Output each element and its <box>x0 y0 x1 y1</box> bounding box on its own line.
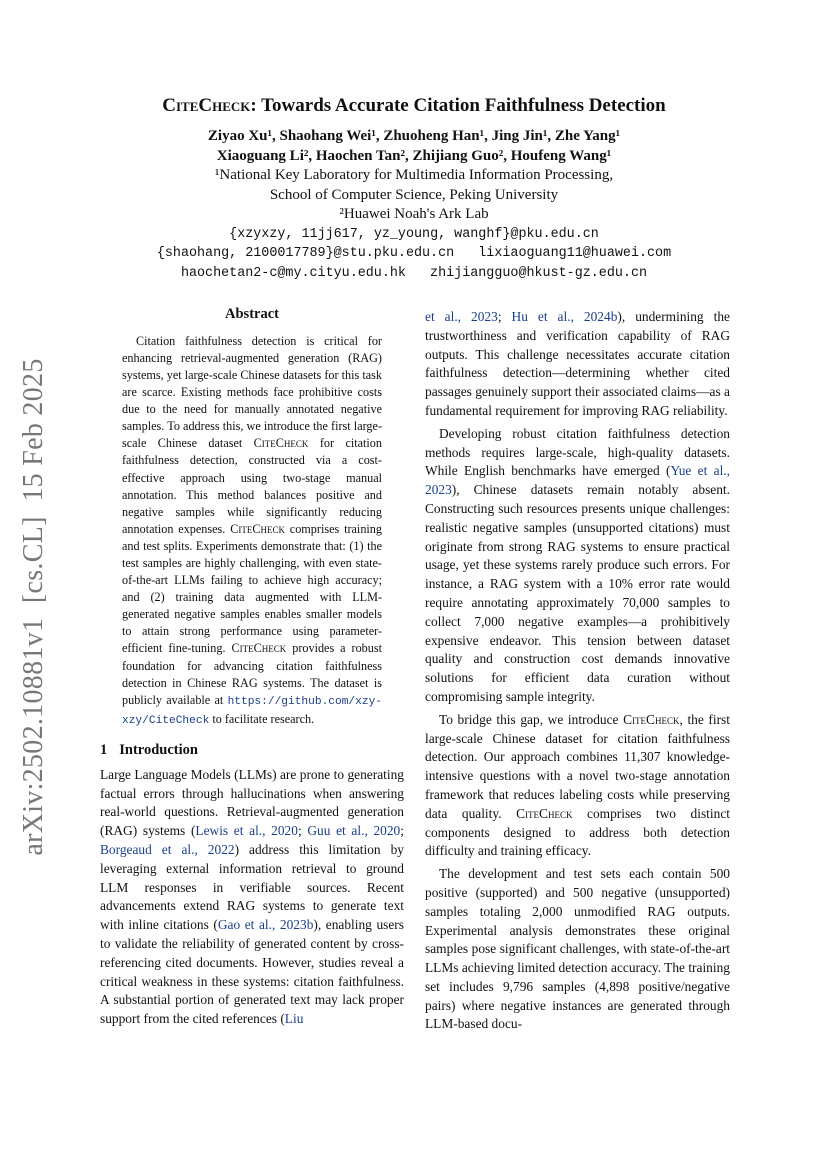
section-heading-introduction <box>100 741 404 760</box>
paragraph-text: ), Chinese datasets remain notably absent. Constructing such resources presents unique challenges: realistic negative samples (unsupported citations) must originate from strong RAG systems to ensure practical usage, yet these systems rarely produce such errors. For instance, a RAG system with a 10% error rate would require annotating approximately 70,000 samples to collect 7,000 negative examples—a prohibitively expensive endeavor. This tension between dataset quality and construction cost demands innovative solutions for efficient data curation without compromising sample integrity. <box>425 482 730 704</box>
email-line-2: {shaohang, 2100017789}@stu.pku.edu.cn lixiaoguang11@huawei.com <box>156 246 672 261</box>
title-system-name: CiteCheck <box>162 95 251 116</box>
paragraph-text: To bridge this gap, we introduce <box>439 711 624 727</box>
authors-line-1: Ziyao Xu¹, Shaohang Wei¹, Zhuoheng Han¹, Jing Jin¹, Zhe Yang¹ <box>207 128 621 144</box>
abstract-text: provides a robust foundation for advancing citation faithfulness detection in Chinese RAG systems. The dataset is publicly available at <box>122 641 383 707</box>
abstract-text: to facilitate research. <box>209 711 315 726</box>
arxiv-sidebar <box>14 358 54 856</box>
section-title: Introduction <box>119 741 198 758</box>
right-column <box>425 308 730 1034</box>
paragraph-text: , the first large-scale Chinese dataset for citation faithfulness detection. Our approach combines 11,307 knowledge-intensive questions with a novel two-stage annotation framework that reduces labeling costs while preserving data quality. <box>425 711 730 821</box>
citation-link[interactable]: et al., 2023 <box>425 309 498 324</box>
affiliation-1b: School of Computer Science, Peking University <box>269 186 559 203</box>
paragraph-text: ), undermining the trustworthiness and verification capability of RAG outputs. This challenge necessitates accurate citation faithfulness detection—determining whether cited passages genuinely support their associated claims—as a fundamental requirement for improving RAG reliability. <box>425 309 730 418</box>
paper-title <box>0 95 828 117</box>
separator: ; <box>297 823 308 839</box>
citation-link[interactable]: Borgeaud et al., 2022 <box>100 841 235 857</box>
paragraph-text: ), enabling users to validate the reliability of generated content by cross-referencing cited documents. However, studies reveal a critical weakness in these systems: citation faithfulness. A substantial portion of generated text may lack proper support from the cited references ( <box>100 917 404 1027</box>
intro-paragraph-3 <box>425 711 730 861</box>
author-block <box>0 127 828 283</box>
email-line-3: haochetan2-c@my.cityu.edu.hk zhijiangguo@hkust-gz.edu.cn <box>180 265 648 281</box>
citation-link[interactable]: Liu <box>284 1011 304 1027</box>
citation-link[interactable]: Guu et al., 2020 <box>307 823 401 839</box>
dataset-name: CiteCheck <box>253 436 309 451</box>
paragraph-text: Large Language Models (LLMs) are prone to generating factual errors through hallucinations when answering real-world questions. Retrieval-augmented generation (RAG) systems ( <box>100 766 404 839</box>
affiliation-1a: ¹National Key Laboratory for Multimedia Information Processing, <box>214 167 614 183</box>
dataset-name: CiteCheck <box>516 805 573 821</box>
intro-paragraph-1 <box>100 766 404 1029</box>
intro-paragraph-2 <box>425 425 730 707</box>
paragraph-text: ) address this limitation by leveraging external information retrieval to ground LLM responses in verifiable sources. Recent advancements extend RAG systems to generate text with inline citations ( <box>100 841 404 933</box>
citation-link[interactable]: Yue et al., 2023 <box>425 463 730 498</box>
left-column <box>100 305 404 1029</box>
separator: ; <box>400 823 404 839</box>
arxiv-stamp: arXiv:2502.10881v1 [cs.CL] 15 Feb 2025 <box>18 358 49 856</box>
abstract-text: Citation faithfulness detection is critical for enhancing retrieval-augmented generation (RAG) systems, yet large-scale Chinese datasets for this task are scarce. Existing methods face prohibitive costs due to the need for manually annotated negative samples. To address this, we introduce the first large-scale Chinese dataset <box>122 333 382 451</box>
citation-link[interactable]: Lewis et al., 2020 <box>195 823 298 839</box>
abstract-text: comprises training and test splits. Experiments demonstrate that: (1) the test samples are highly challenging, with even state-of-the-art LLMs failing to achieve high accuracy; and (2) training data augmented with LLM-generated negative samples enables smaller models to attain strong performance using parameter-efficient fine-tuning. <box>122 521 382 656</box>
separator: ; <box>497 309 512 324</box>
intro-paragraph-1-continued <box>425 308 730 421</box>
paragraph-text: Developing robust citation faithfulness detection methods requires large-scale, high-quality datasets. While English benchmarks have emerged ( <box>425 425 730 479</box>
abstract-text: for citation faithfulness detection, constructed via a cost-effective approach using two-stage manual annotation. This method balances positive and negative samples while significantly reducing annotation expenses. <box>122 436 382 536</box>
abstract-body <box>100 333 404 730</box>
dataset-name: CiteCheck <box>231 641 287 656</box>
dataset-url-link[interactable]: https://github.com/xzy-xzy/CiteCheck <box>122 695 382 727</box>
citation-link[interactable]: Gao et al., 2023b <box>217 917 314 933</box>
dataset-name: CiteCheck <box>623 711 680 727</box>
section-number: 1 <box>100 741 108 758</box>
dataset-name: CiteCheck <box>230 521 285 536</box>
abstract-heading: Abstract <box>225 306 279 322</box>
email-line-1: {xzyxzy, 11jj617, yz_young, wanghf}@pku.edu.cn <box>229 226 599 242</box>
title-rest: : Towards Accurate Citation Faithfulness Detection <box>250 95 666 116</box>
affiliation-2: ²Huawei Noah's Ark Lab <box>339 206 489 222</box>
citation-link[interactable]: Hu et al., 2024b <box>511 309 618 324</box>
authors-line-2: Xiaoguang Li², Haochen Tan², Zhijiang Guo², Houfeng Wang¹ <box>216 147 612 164</box>
intro-paragraph-4: The development and test sets each contain 500 positive (supported) and 500 negative (unsupported) samples totaling 2,000 unmodified RAG outputs. Experimental analysis demonstrates these original samples pose significant challenges, with state-of-the-art LLMs achieving limited detection accuracy. The training set includes 9,796 samples (4,898 positive/negative pairs) where negative instances are generated through LLM-based docu- <box>425 866 730 1032</box>
paragraph-text: comprises two distinct components designed to address both detection difficulty and training efficacy. <box>425 805 730 859</box>
